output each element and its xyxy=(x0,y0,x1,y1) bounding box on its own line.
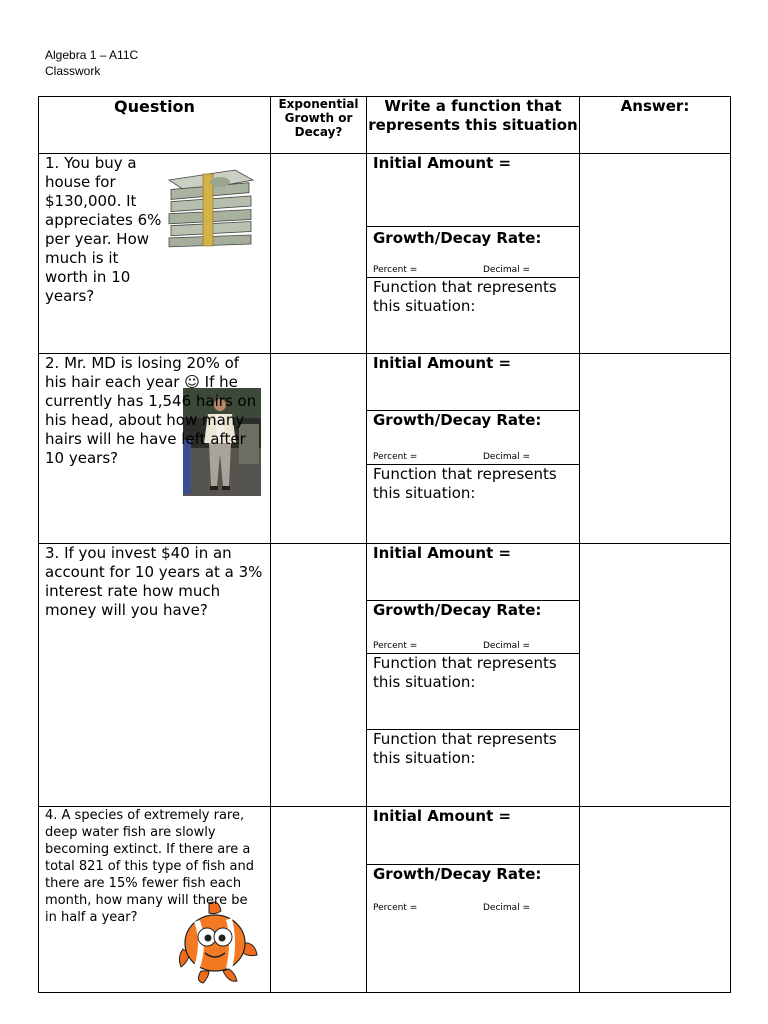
function-header: Write a function that represents this situation xyxy=(367,97,580,154)
course-title: Algebra 1 – A11C xyxy=(45,48,139,62)
percent-label-1: Percent = xyxy=(373,265,418,275)
decimal-label-2: Decimal = xyxy=(483,452,531,462)
question-cell-3 xyxy=(39,544,271,807)
function-label-3b: Function that represents this situation: xyxy=(373,730,557,767)
initial-amount-label-3: Initial Amount = xyxy=(373,544,512,562)
initial-amount-box-1[interactable] xyxy=(367,154,579,227)
function-box-3b[interactable] xyxy=(367,730,579,806)
worksheet-type: Classwork xyxy=(45,64,101,78)
percent-decimal-3 xyxy=(373,641,531,651)
rate-box-3[interactable] xyxy=(367,601,579,654)
initial-amount-box-3[interactable] xyxy=(367,544,579,601)
question-cell-2 xyxy=(39,354,271,544)
rate-label-3: Growth/Decay Rate: xyxy=(373,601,542,619)
growth-decay-header: Exponential Growth or Decay? xyxy=(271,97,367,154)
growth-decay-cell-4[interactable] xyxy=(271,807,367,993)
percent-decimal-4 xyxy=(373,903,531,913)
function-cell-4 xyxy=(367,807,580,993)
initial-amount-box-2[interactable] xyxy=(367,354,579,411)
answer-cell-3[interactable] xyxy=(580,544,731,807)
problem-row-1 xyxy=(39,154,731,354)
answer-cell-4[interactable] xyxy=(580,807,731,993)
decimal-label-4: Decimal = xyxy=(483,903,531,913)
function-label-3a: Function that represents this situation: xyxy=(373,654,557,691)
initial-amount-label-1: Initial Amount = xyxy=(373,154,512,172)
question-text-2-body: 2. Mr. MD is losing 20% of his hair each year ☺ If he currently has 1,546 hairs on his head, about how many hairs will he have left after 10 years? xyxy=(45,354,257,467)
percent-decimal-1 xyxy=(373,265,531,275)
function-box-1[interactable] xyxy=(367,278,579,353)
problem-row-2 xyxy=(39,354,731,544)
answer-cell-1[interactable] xyxy=(580,154,731,354)
percent-label-3: Percent = xyxy=(373,641,418,651)
question-cell-4 xyxy=(39,807,271,993)
function-label-2: Function that represents this situation: xyxy=(373,465,557,502)
question-text-4-body: 4. A species of extremely rare, deep water fish are slowly becoming extinct. If there are a total 821 of this type of fish and there are 15% fewer fish each month, how many will there be in half a year? xyxy=(45,808,254,925)
question-cell-1 xyxy=(39,154,271,354)
answer-header: Answer: xyxy=(580,97,731,154)
rate-box-1[interactable] xyxy=(367,227,579,278)
function-box-2[interactable] xyxy=(367,465,579,543)
rate-box-2[interactable] xyxy=(367,411,579,465)
decimal-label-3: Decimal = xyxy=(483,641,531,651)
growth-decay-cell-2[interactable] xyxy=(271,354,367,544)
worksheet-table xyxy=(38,96,731,993)
decimal-label-1: Decimal = xyxy=(483,265,531,275)
question-text-4 xyxy=(45,807,264,926)
question-header: Question xyxy=(39,97,271,154)
rate-label-4: Growth/Decay Rate: xyxy=(373,865,542,883)
question-text-3: 3. If you invest $40 in an account for 10 years at a 3% interest rate how much money will you have? xyxy=(45,544,263,619)
percent-label-4: Percent = xyxy=(373,903,418,913)
money-stack-image xyxy=(165,160,257,257)
growth-decay-cell-1[interactable] xyxy=(271,154,367,354)
percent-label-2: Percent = xyxy=(373,452,418,462)
answer-cell-2[interactable] xyxy=(580,354,731,544)
growth-decay-cell-3[interactable] xyxy=(271,544,367,807)
rate-label-1: Growth/Decay Rate: xyxy=(373,229,542,247)
function-label-1: Function that represents this situation: xyxy=(373,278,557,315)
function-cell-1 xyxy=(367,154,580,354)
header-row xyxy=(39,97,731,154)
percent-decimal-2 xyxy=(373,452,531,462)
problem-row-4 xyxy=(39,807,731,993)
function-cell-3 xyxy=(367,544,580,807)
initial-amount-box-4[interactable] xyxy=(367,807,579,865)
question-text-2 xyxy=(45,354,264,468)
initial-amount-label-2: Initial Amount = xyxy=(373,354,512,372)
function-box-3a[interactable] xyxy=(367,654,579,730)
function-cell-2 xyxy=(367,354,580,544)
rate-box-4[interactable] xyxy=(367,865,579,992)
question-text-1: 1. You buy a house for $130,000. It appreciates 6% per year. How much is it worth in 10 years? xyxy=(45,154,162,305)
initial-amount-label-4: Initial Amount = xyxy=(373,807,512,825)
rate-label-2: Growth/Decay Rate: xyxy=(373,411,542,429)
problem-row-3 xyxy=(39,544,731,807)
